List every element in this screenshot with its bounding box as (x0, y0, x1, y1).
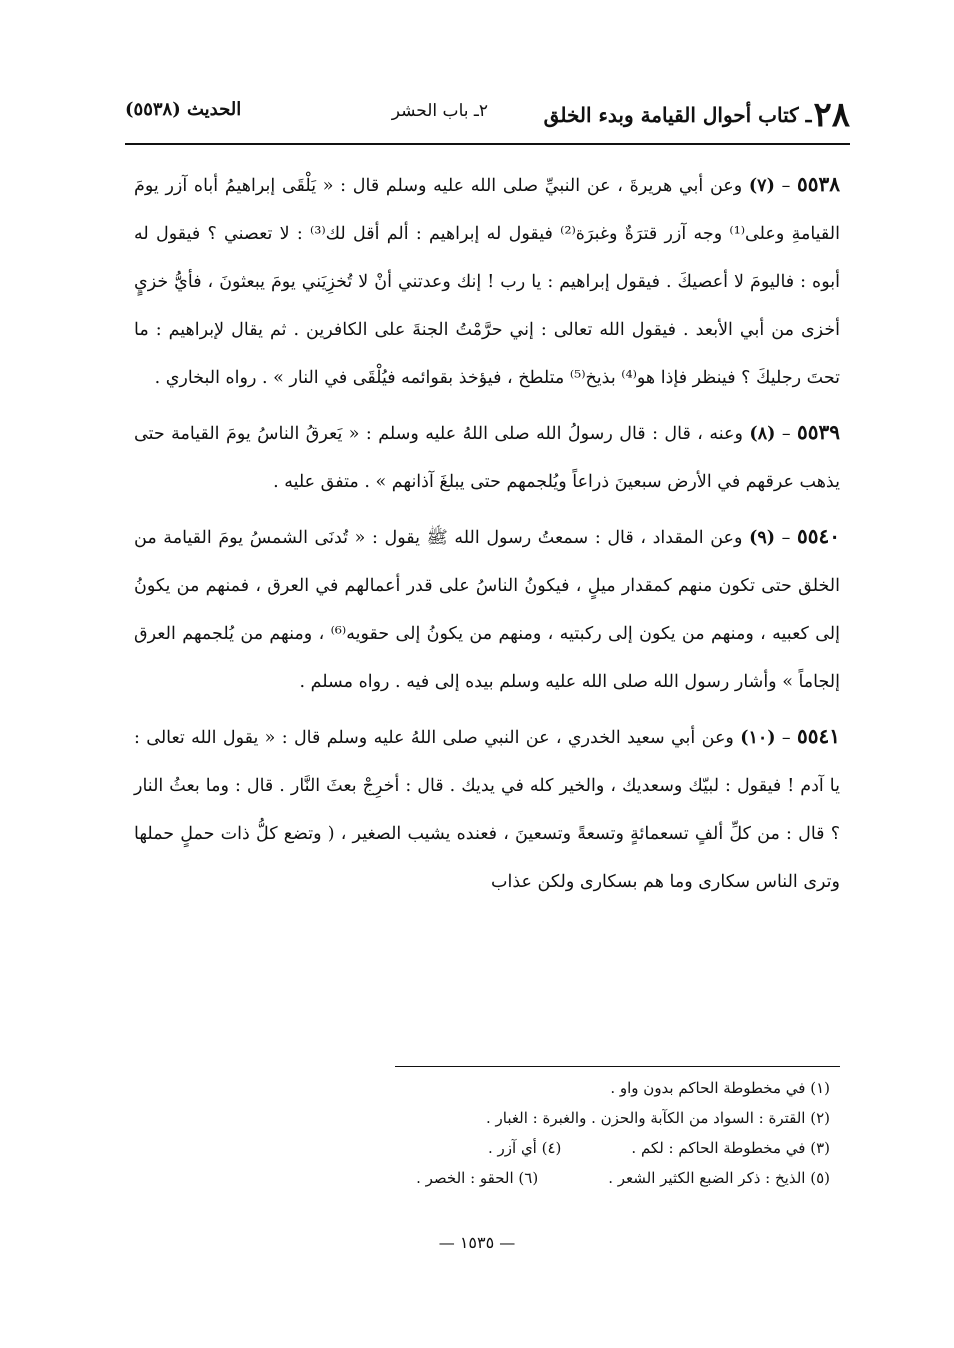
footnote-4: (٤) أي آزر . (487, 1139, 562, 1157)
hadith-number: ٥٥٤١ (797, 724, 840, 748)
footnote-3: (٣) في مخطوطة الحاكم : لكم . (631, 1139, 830, 1157)
hadith-5539: ٥٥٣٩ – (٨) وعنه ، قال : قال رسولُ الله صلى اللهُ عليه وسلم : « يَعرقُ الناسُ يومَ القيامة حتى يذهب عرقهم في الأرض سبعينَ ذراعاً ويُلجمهم حتى يبلغَ آذانهم » . متفق عليه . (134, 420, 840, 492)
hadith-text: وعن أبي هريرةَ ، عن النبيِّ صلى الله عليه وسلم قال : « يَلْقَى إبراهيمُ أباه آزر يومَ القيامةِ وعلى⁽¹⁾ وجه آزر قترَةٌ وغبرَة⁽²⁾ فيقول له إبراهيم : ألم أقل لك⁽³⁾ : لا تعصني ؟ فيقول له أبوه : فاليومَ لا أعصيكَ . فيقول إبراهيم : يا رب ! إنك وعدتني أنْ لا تُخزِيَني يومَ يبعثونَ ، فأيُّ خزيٍ أخزى من أبي الأبعد . فيقول الله تعالى : إني حرَّمْتُ الجنةَ على الكافرين . ثم يقال لإبراهيم : ما تحتَ رجليكَ ؟ فينظر فإذا هو⁽⁴⁾ بذيخ⁽⁵⁾ متلطخ ، فيؤخذ بقوائمه فيُلْقَى في النار » . رواه البخاري . (134, 176, 840, 388)
hadith-text: وعن أبي سعيد الخدري ، عن النبي صلى اللهُ عليه وسلم قال : « يقول الله تعالى : يا آدم ! فيقول : لبيّك وسعديك ، والخير كله في يديك . قال : أخرِجْ بعثَ النَّار . قال : وما بعثُ النار ؟ قال : من كلِّ ألفٍ تسعمائةٍ وتسعةً وتسعينَ ، فعنده يشيب الصغير ، ( وتضع كلُّ ذات حملٍ حملها وترى الناس سكارى وما هم بسكارى ولكن عذاب (134, 728, 840, 892)
header-divider (125, 143, 850, 145)
footnote-5: (٥) الذيخ : ذكر الضبع الكثير الشعر . (608, 1169, 830, 1187)
hadith-sub-number: (٨) (749, 424, 776, 444)
page-number: — ١٥٣٥ — (438, 1233, 516, 1252)
footnote-1: (١) في مخطوطة الحاكم بدون واو . (610, 1079, 830, 1097)
hadith-5540: ٥٥٤٠ – (٩) وعن المقداد ، قال : سمعتُ رسول الله ﷺ يقول : « تُدنَى الشمسُ يومَ القيامة من الخلق حتى تكون منهم كمقدار ميلٍ ، فيكونُ الناسُ على قدر أعمالهم في العرق ، فمنهم من يكونُ إلى كعبيه ، ومنهم من يكون إلى ركبتيه ، ومنهم من يكونُ إلى حقويه⁽⁶⁾ ، ومنهم من يُلجمهم العرق إلجاماً » وأشار رسول الله صلى الله عليه وسلم بيده إلى فيه . رواه مسلم . (134, 524, 840, 692)
hadith-number: ٥٥٣٨ (797, 172, 840, 196)
footnotes (200, 1073, 830, 1193)
book-title-text: ـ كتاب أحوال القيامة وبدء الخلق (543, 103, 812, 127)
footnote-row (200, 1103, 830, 1133)
book-number: ٢٨ (813, 95, 850, 135)
footnote-row (200, 1163, 830, 1193)
hadith-sub-number: (١٠) (740, 728, 776, 748)
hadith-sub-number: (٩) (749, 528, 776, 548)
hadith-reference: الحديث (٥٥٣٨) (125, 99, 242, 120)
hadith-sub-number: (٧) (748, 176, 775, 196)
hadith-5538: ٥٥٣٨ – (٧) وعن أبي هريرةَ ، عن النبيِّ صلى الله عليه وسلم قال : « يَلْقَى إبراهيمُ أباه آزر يومَ القيامةِ وعلى⁽¹⁾ وجه آزر قترَةٌ وغبرَة⁽²⁾ فيقول له إبراهيم : ألم أقل لك⁽³⁾ : لا تعصني ؟ فيقول له أبوه : فاليومَ لا أعصيكَ . فيقول إبراهيم : يا رب ! إنك وعدتني أنْ لا تُخزِيَني يومَ يبعثونَ ، فأيُّ خزيٍ أخزى من أبي الأبعد . فيقول الله تعالى : إني حرَّمْتُ الجنةَ على الكافرين . ثم يقال لإبراهيم : ما تحتَ رجليكَ ؟ فينظر فإذا هو⁽⁴⁾ بذيخ⁽⁵⁾ متلطخ ، فيؤخذ بقوائمه فيُلْقَى في النار » . رواه البخاري . (134, 172, 840, 388)
footnotes-divider (395, 1066, 840, 1067)
footnote-row (200, 1133, 830, 1163)
main-text (134, 160, 840, 912)
page-header (125, 95, 850, 137)
chapter-title: ٢ـ باب الحشر (391, 101, 488, 121)
book-title (544, 95, 850, 135)
footnote-row (200, 1073, 830, 1103)
hadith-number: ٥٥٣٩ (797, 420, 840, 444)
hadith-number: ٥٥٤٠ (797, 524, 840, 548)
hadith-text: وعن المقداد ، قال : سمعتُ رسول الله ﷺ يقول : « تُدنَى الشمسُ يومَ القيامة من الخلق حتى تكون منهم كمقدار ميلٍ ، فيكونُ الناسُ على قدر أعمالهم في العرق ، فمنهم من يكونُ إلى كعبيه ، ومنهم من يكون إلى ركبتيه ، ومنهم من يكونُ إلى حقويه⁽⁶⁾ ، ومنهم من يُلجمهم العرق إلجاماً » وأشار رسول الله صلى الله عليه وسلم بيده إلى فيه . رواه مسلم . (134, 528, 840, 692)
hadith-text: وعنه ، قال : قال رسولُ الله صلى اللهُ عليه وسلم : « يَعرقُ الناسُ يومَ القيامة حتى يذهب عرقهم في الأرض سبعينَ ذراعاً ويُلجمهم حتى يبلغَ آذانهم » . متفق عليه . (134, 424, 840, 492)
hadith-5541: ٥٥٤١ – (١٠) وعن أبي سعيد الخدري ، عن النبي صلى اللهُ عليه وسلم قال : « يقول الله تعالى : يا آدم ! فيقول : لبيّك وسعديك ، والخير كله في يديك . قال : أخرِجْ بعثَ النَّار . قال : وما بعثُ النار ؟ قال : من كلِّ ألفٍ تسعمائةٍ وتسعةً وتسعينَ ، فعنده يشيب الصغير ، ( وتضع كلُّ ذات حملٍ حملها وترى الناس سكارى وما هم بسكارى ولكن عذاب (134, 724, 840, 892)
footnote-6: (٦) الحقو : الخصر . (416, 1169, 539, 1187)
footnote-2: (٢) القترة : السواد من الكآبة والحزن . والغبرة : الغبار . (486, 1109, 830, 1127)
